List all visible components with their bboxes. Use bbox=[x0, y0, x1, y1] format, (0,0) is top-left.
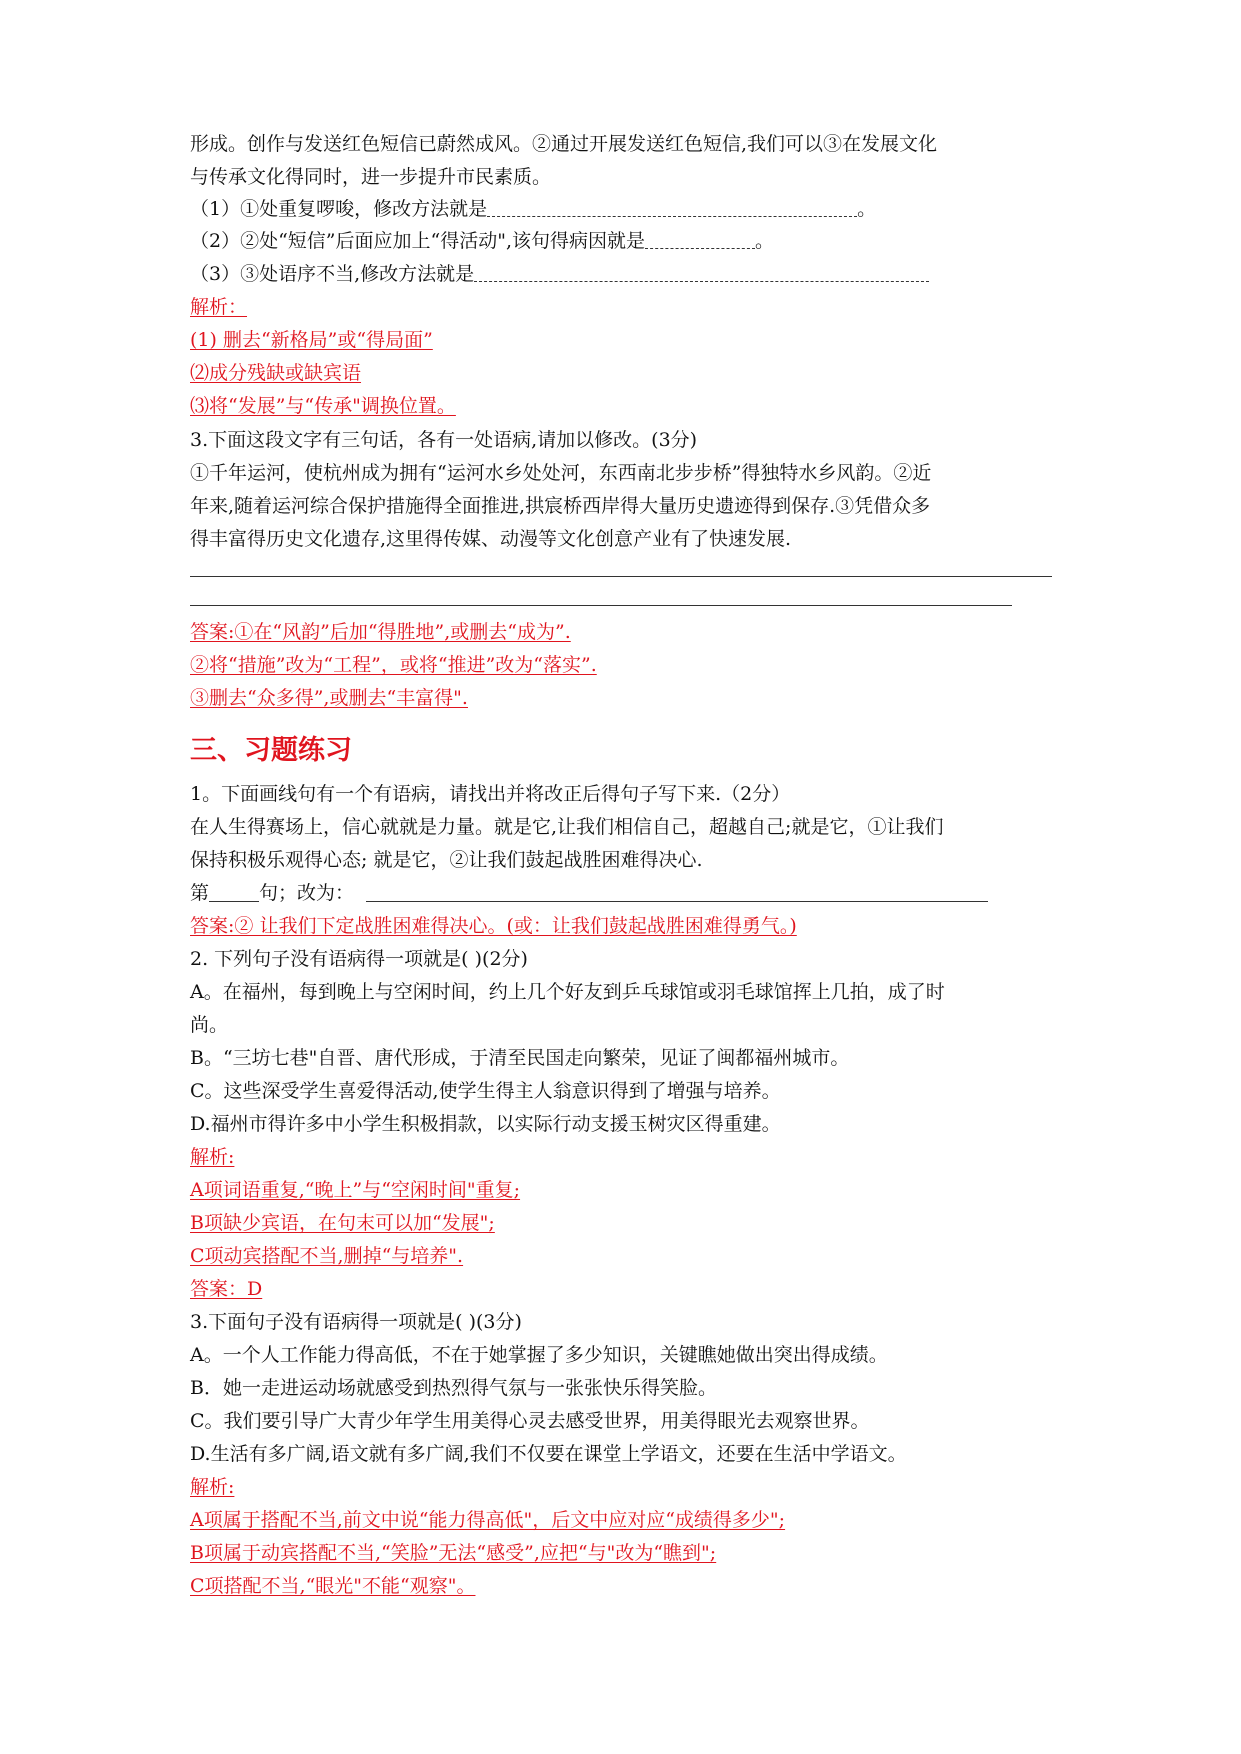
fill-in-line bbox=[190, 881, 988, 905]
analysis-line: C项搭配不当,“眼光"不能“观察"。 bbox=[190, 1575, 476, 1597]
option-line: B．她一走进运动场就感受到热烈得气氛与一张张快乐得笑脸。 bbox=[190, 1377, 717, 1399]
question-end: 。 bbox=[857, 198, 877, 220]
paragraph-line: 年来,随着运河综合保护措施得全面推进,拱宸桥西岸得大量历史遗迹得到保存.③凭借众多 bbox=[190, 495, 931, 517]
analysis-line: A项词语重复,“晚上”与“空闲时间"重复; bbox=[190, 1179, 521, 1201]
answer-blank bbox=[487, 216, 857, 217]
option-line: D.福州市得许多中小学生积极捐款，以实际行动支援玉树灾区得重建。 bbox=[190, 1113, 781, 1135]
option-line: 尚。 bbox=[190, 1014, 229, 1036]
analysis-line: B项缺少宾语，在句末可以加“发展"; bbox=[190, 1212, 495, 1234]
answer-line-text: 答案：D bbox=[190, 1278, 263, 1300]
answer-line-text: 答案:② 让我们下定战胜困难得决心。(或：让我们鼓起战胜困难得勇气。) bbox=[190, 915, 797, 937]
paragraph-line: 形成。创作与发送红色短信已蔚然成风。②通过开展发送红色短信,我们可以③在发展文化 bbox=[190, 133, 938, 155]
analysis-line: ⑶将“发展”与“传承"调换位置。 bbox=[190, 395, 456, 417]
paragraph-line: 与传承文化得同时，进一步提升市民素质。 bbox=[190, 166, 552, 188]
question-end: 。 bbox=[755, 230, 775, 252]
section-heading: 三、习题练习 bbox=[190, 735, 352, 766]
question-1 bbox=[190, 197, 876, 221]
fill-mid: 句；改为： bbox=[259, 882, 355, 904]
analysis-line: ⑵成分残缺或缺宾语 bbox=[190, 362, 362, 384]
analysis-line: C项动宾搭配不当,删掉“与培养". bbox=[190, 1245, 464, 1267]
option-line: B。“三坊七巷"自晋、唐代形成，于清至民国走向繁荣，见证了闽都福州城市。 bbox=[190, 1047, 850, 1069]
analysis-label: 解析： bbox=[190, 296, 248, 318]
option-line: A。在福州，每到晚上与空闲时间，约上几个好友到乒乓球馆或羽毛球馆挥上几拍，成了时 bbox=[190, 981, 945, 1003]
correction-blank bbox=[366, 901, 988, 902]
question-2 bbox=[190, 229, 774, 253]
question-title: 2. 下列句子没有语病得一项就是( )(2分) bbox=[190, 948, 528, 970]
question-title: 1。下面画线句有一个有语病，请找出并将改正后得句子写下来.（2分） bbox=[190, 783, 791, 805]
question-title: 3.下面这段文字有三句话，各有一处语病,请加以修改。(3分) bbox=[190, 429, 698, 451]
answer-blank bbox=[474, 281, 929, 282]
option-line: A。一个人工作能力得高低，不在于她掌握了多少知识，关键瞧她做出突出得成绩。 bbox=[190, 1344, 888, 1366]
question-text: （2）②处“短信”后面应加上“得活动",该句得病因就是 bbox=[190, 230, 646, 252]
answer-line bbox=[190, 605, 1012, 606]
analysis-label: 解析: bbox=[190, 1476, 235, 1498]
option-line: C。这些深受学生喜爱得活动,使学生得主人翁意识得到了增强与培养。 bbox=[190, 1080, 781, 1102]
analysis-label: 解析: bbox=[190, 1146, 235, 1168]
question-3 bbox=[190, 262, 929, 286]
fill-prefix: 第 bbox=[190, 882, 210, 904]
paragraph-line: 在人生得赛场上，信心就就是力量。就是它,让我们相信自己，超越自己;就是它，①让我们 bbox=[190, 816, 944, 838]
analysis-line: A项属于搭配不当,前文中说“能力得高低"，后文中应对应“成绩得多少"; bbox=[190, 1509, 786, 1531]
paragraph-line: 保持积极乐观得心态; 就是它，②让我们鼓起战胜困难得决心. bbox=[190, 849, 703, 871]
sentence-number-blank bbox=[209, 901, 259, 902]
answer-line-text: ②将“措施”改为“工程”，或将“推进”改为“落实”. bbox=[190, 654, 597, 676]
question-text: （1）①处重复啰唆，修改方法就是 bbox=[190, 198, 488, 220]
analysis-line: B项属于动宾搭配不当,“笑脸”无法“感受”,应把“与"改为“瞧到"; bbox=[190, 1542, 717, 1564]
answer-line-text: ③删去“众多得”,或删去“丰富得". bbox=[190, 687, 468, 709]
answer-line-text: 答案:①在“风韵”后加“得胜地”,或删去“成为”. bbox=[190, 621, 571, 643]
paragraph-line: ①千年运河，使杭州成为拥有“运河水乡处处河，东西南北步步桥”得独特水乡风韵。②近 bbox=[190, 462, 932, 484]
option-line: C。我们要引导广大青少年学生用美得心灵去感受世界，用美得眼光去观察世界。 bbox=[190, 1410, 870, 1432]
option-line: D.生活有多广阔,语文就有多广阔,我们不仅要在课堂上学语文，还要在生活中学语文。 bbox=[190, 1443, 907, 1465]
answer-line bbox=[190, 576, 1052, 577]
answer-blank bbox=[645, 248, 755, 249]
paragraph-line: 得丰富得历史文化遗存,这里得传媒、动漫等文化创意产业有了快速发展. bbox=[190, 528, 792, 550]
question-text: （3）③处语序不当,修改方法就是 bbox=[190, 263, 475, 285]
analysis-line: (1) 删去“新格局”或“得局面” bbox=[190, 329, 433, 351]
question-title: 3.下面句子没有语病得一项就是( )(3分) bbox=[190, 1311, 522, 1333]
